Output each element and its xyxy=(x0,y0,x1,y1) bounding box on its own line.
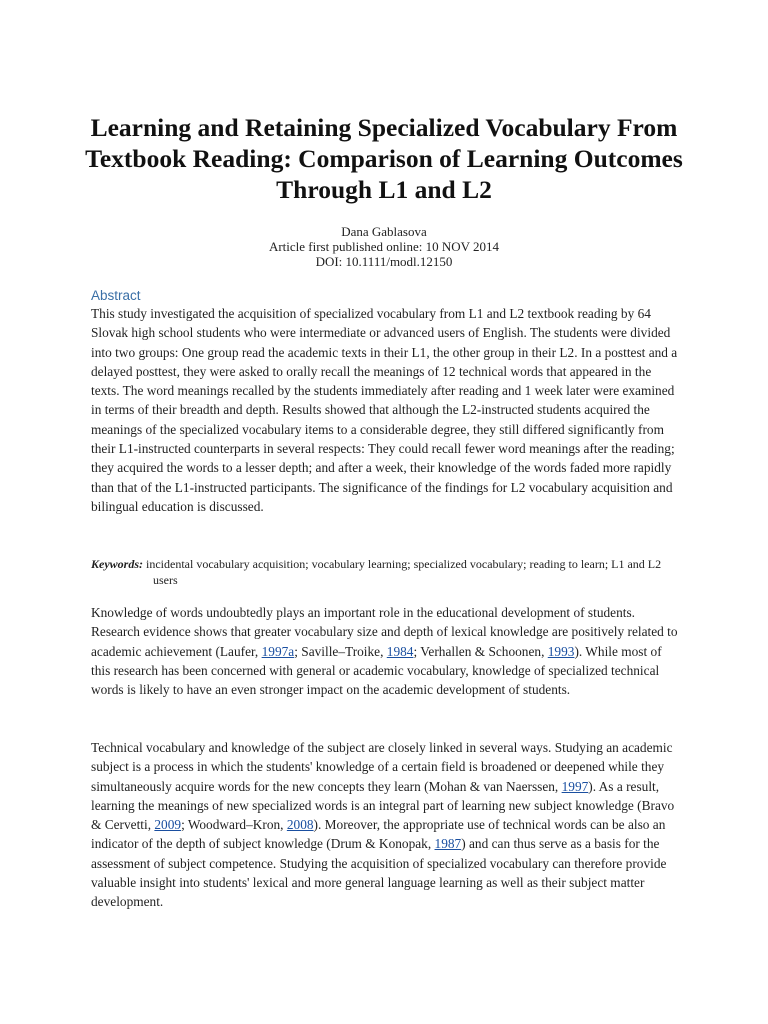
citation-link[interactable]: 1993 xyxy=(547,643,575,659)
paragraph-text: Technical vocabulary and knowledge of the subject are closely linked in several ways. Studying an academic subject is a process in which the students' knowledge of a certain field is broadened or deepened while they simultaneously acquire words for the new concepts they learn (Mohan & van Naerssen, xyxy=(91,740,673,794)
article-title: Learning and Retaining Specialized Vocabulary From Textbook Reading: Comparison of Learning Outcomes Through L1 and L2 xyxy=(85,113,683,204)
paragraph-text: ). Moreover, the appropriate use of technical words can be also an indicator of the depth of subject knowledge (Drum & Konopak, xyxy=(91,817,666,852)
keywords-text: incidental vocabulary acquisition; vocabulary learning; specialized vocabulary; reading to learn; L1 and L2 users xyxy=(146,557,662,587)
article-meta xyxy=(84,224,684,269)
publication-date: Article first published online: 10 NOV 2014 xyxy=(268,239,500,254)
abstract-body: This study investigated the acquisition of specialized vocabulary from L1 and L2 textbook reading by 64 Slovak high school students who were intermediate or advanced users of English. The students were divided into two groups: One group read the academic texts in their L1, the other group in their L2. In a posttest and a delayed posttest, they were asked to orally recall the meanings of 12 technical words that appeared in the texts. The word meanings recalled by the students immediately after reading and 1 week later were examined in terms of their breadth and depth. Results showed that although the L2-instructed students acquired the meanings of the specialized vocabulary items to a considerable degree, they still differed significantly from their L1-instructed counterparts in several respects: They could recall fewer word meanings after the reading; they acquired the words to a lesser depth; and after a week, their knowledge of the words faded more rapidly than that of the L1-instructed participants. The significance of the findings for L2 vocabulary acquisition and bilingual education is discussed. xyxy=(91,306,678,514)
doi: DOI: 10.1111/modl.12150 xyxy=(315,254,453,269)
paragraph-text: ) and can thus serve as a basis for the assessment of subject competence. Studying the acquisition of specialized vocabulary can therefore provide valuable insight into students' lexical and more general language learning as well as their subject matter development. xyxy=(91,836,667,910)
citation-link[interactable]: 2008 xyxy=(286,817,314,833)
author-name: Dana Gablasova xyxy=(341,224,427,239)
citation-link[interactable]: 1997 xyxy=(561,778,589,794)
body-paragraph-1 xyxy=(91,603,681,699)
paragraph-text: Knowledge of words undoubtedly plays an important role in the educational development of students. Research evidence shows that greater vocabulary size and depth of lexical knowledge are positively related to academic achievement (Laufer, xyxy=(91,605,678,659)
keywords xyxy=(91,556,681,588)
keywords-label: Keywords: xyxy=(91,557,143,571)
body-paragraph-2 xyxy=(91,738,681,912)
paragraph-text: ; Verhallen & Schoonen, xyxy=(413,643,548,659)
paragraph-text: ; Saville–Troike, xyxy=(294,643,387,659)
paragraph-text: ). While most of this research has been concerned with general or academic vocabulary, knowledge of specialized technical words is likely to have an even stronger impact on the academic development of students. xyxy=(91,643,662,698)
citation-link[interactable]: 1987 xyxy=(434,836,462,852)
abstract-heading: Abstract xyxy=(91,288,141,303)
paragraph-text: ; Woodward–Kron, xyxy=(181,817,287,833)
citation-link[interactable]: 1997a xyxy=(261,643,295,659)
citation-link[interactable]: 1984 xyxy=(386,643,414,659)
citation-link[interactable]: 2009 xyxy=(154,817,182,833)
paragraph-text: ). As a result, learning the meanings of new specialized words is an integral part of learning new subject knowledge (Bravo & Cervetti, xyxy=(91,778,675,833)
